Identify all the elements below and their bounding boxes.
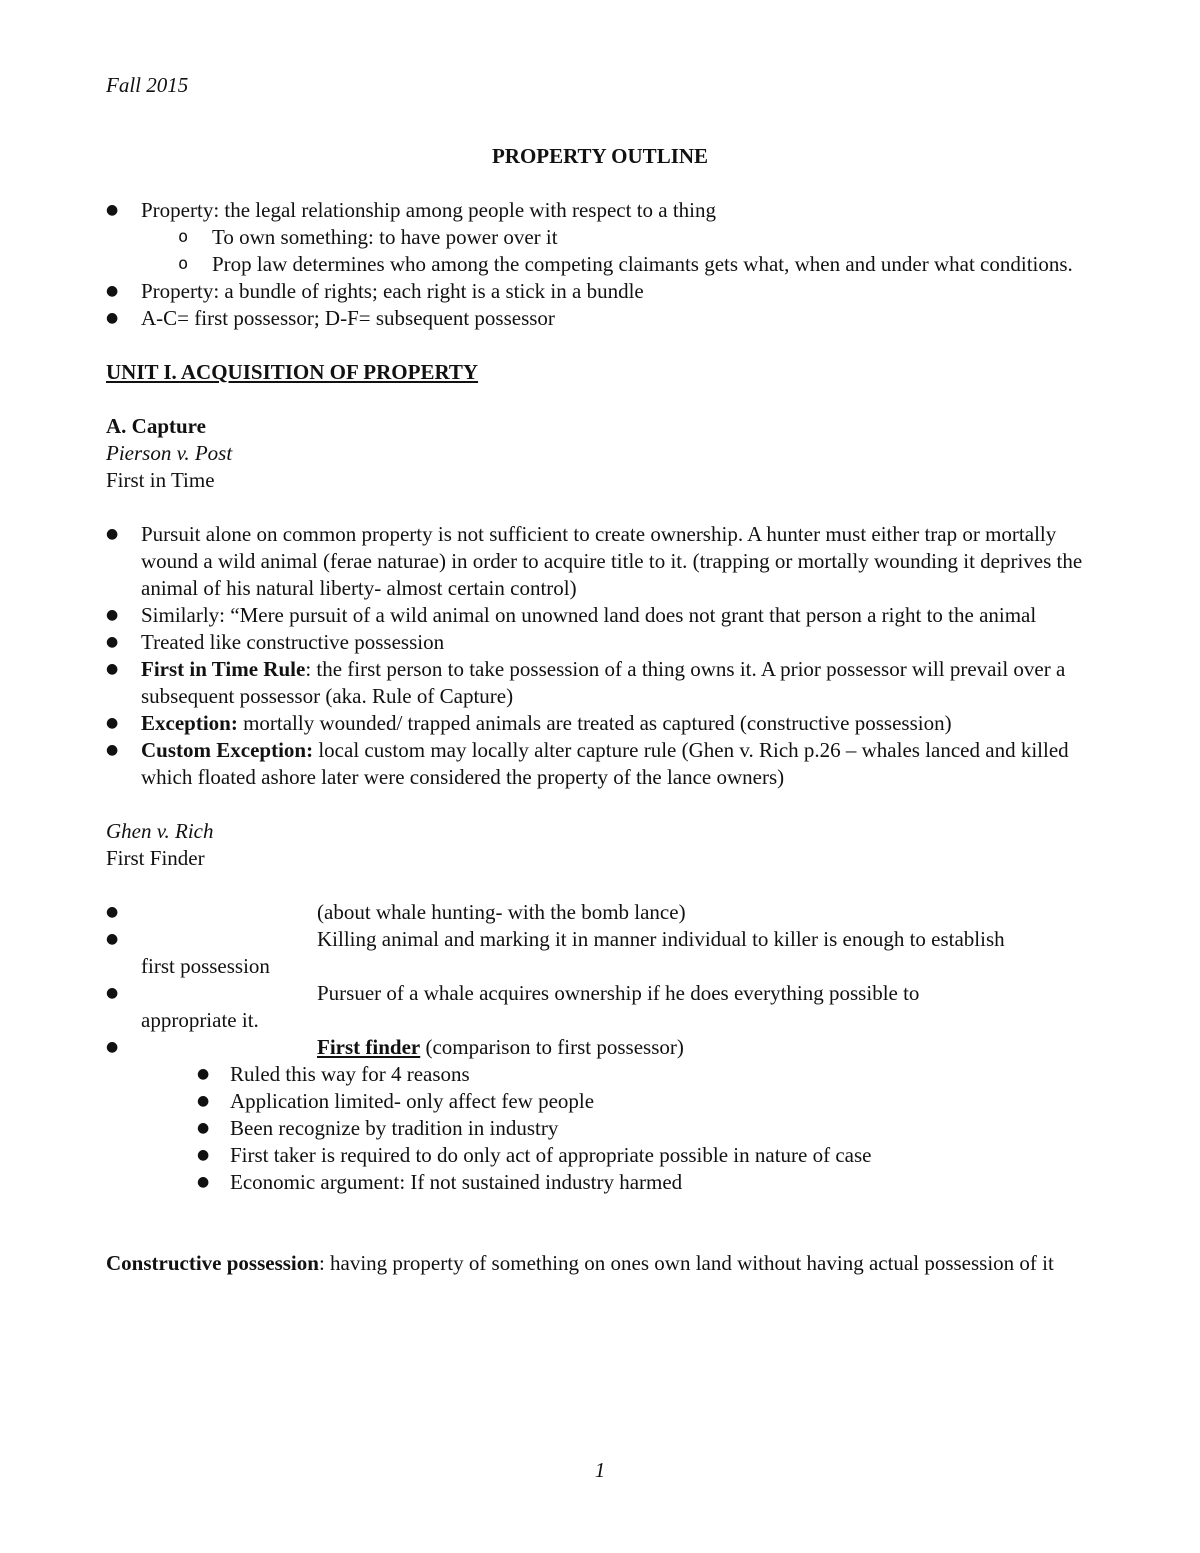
custom-exception-label: Custom Exception:	[141, 738, 314, 762]
capture-point-3: Treated like constructive possession	[141, 630, 445, 654]
list-item	[106, 224, 1096, 251]
bullet-icon: ●	[197, 1174, 210, 1190]
sub-bullet-icon: o	[178, 227, 189, 247]
bullet-icon: ●	[106, 1039, 119, 1055]
bullet-icon: ●	[197, 1066, 210, 1082]
capture-list	[106, 521, 1096, 791]
ghen-list	[106, 899, 1096, 1196]
list-item	[106, 1061, 1096, 1088]
list-item	[106, 1115, 1096, 1142]
constructive-possession-definition	[106, 1250, 1096, 1277]
bullet-icon: ●	[106, 715, 119, 731]
list-item	[106, 1142, 1096, 1169]
bullet-icon: ●	[106, 742, 119, 758]
section-heading-capture: A. Capture	[106, 414, 206, 438]
bullet-icon: ●	[106, 985, 119, 1001]
bullet-icon: ●	[197, 1120, 210, 1136]
reason-2: Application limited- only affect few people	[230, 1089, 595, 1113]
reason-1: Ruled this way for 4 reasons	[230, 1062, 470, 1086]
page-number: 1	[594, 1458, 606, 1482]
bullet-icon: ●	[106, 607, 119, 623]
custom-exception-text: local custom may locally alter capture rule (Ghen v. Rich p.26 – whales lanced and killed which floated ashore later were considered the property of the lance owners)	[141, 738, 1069, 789]
intro-sub-item-2: Prop law determines who among the competing claimants gets what, when and under what conditions.	[212, 252, 1073, 276]
list-item	[106, 629, 1096, 656]
reason-4: First taker is required to do only act of appropriate possible in nature of case	[230, 1143, 872, 1167]
bullet-icon: ●	[197, 1147, 210, 1163]
sub-bullet-icon: o	[178, 254, 189, 274]
bullet-icon: ●	[106, 634, 119, 650]
bullet-icon: ●	[106, 310, 119, 326]
bullet-icon: ●	[197, 1093, 210, 1109]
list-item	[106, 926, 1096, 980]
doctrine-first-finder: First Finder	[106, 846, 205, 870]
case-name-pierson: Pierson v. Post	[106, 441, 233, 465]
intro-item-3: A-C= first possessor; D-F= subsequent possessor	[141, 306, 555, 330]
bullet-icon: ●	[106, 904, 119, 920]
list-item	[106, 1169, 1096, 1196]
bullet-icon: ●	[106, 931, 119, 947]
unit-heading: UNIT I. ACQUISITION OF PROPERTY	[106, 360, 479, 384]
list-item	[106, 197, 1096, 224]
list-item	[106, 980, 1096, 1034]
constructive-possession-label: Constructive possession	[106, 1251, 319, 1275]
list-item	[106, 251, 1096, 278]
ghen-point-2-rest: first possession	[141, 954, 270, 978]
constructive-possession-text: : having property of something on ones own land without having actual possession of it	[318, 1251, 1054, 1275]
list-item	[106, 521, 1096, 602]
ghen-point-2-first: Killing animal and marking it in manner individual to killer is enough to establish	[317, 927, 1005, 951]
list-item	[106, 278, 1096, 305]
intro-sub-item-1: To own something: to have power over it	[212, 225, 558, 249]
first-finder-label: First finder	[317, 1035, 421, 1059]
ghen-point-3-rest: appropriate it.	[141, 1008, 259, 1032]
exception-text: mortally wounded/ trapped animals are treated as captured (constructive possession)	[237, 711, 952, 735]
bullet-icon: ●	[106, 283, 119, 299]
bullet-icon: ●	[106, 202, 119, 218]
intro-item-2: Property: a bundle of rights; each right is a stick in a bundle	[141, 279, 644, 303]
list-item	[106, 1088, 1096, 1115]
reason-5: Economic argument: If not sustained industry harmed	[230, 1170, 683, 1194]
ghen-point-3-first: Pursuer of a whale acquires ownership if he does everything possible to	[317, 981, 920, 1005]
ghen-point-1: (about whale hunting- with the bomb lance)	[317, 900, 686, 924]
intro-list	[106, 197, 1096, 332]
document-body	[106, 197, 1096, 1277]
list-item	[106, 656, 1096, 710]
list-item	[106, 899, 1096, 926]
list-item	[106, 1034, 1096, 1061]
exception-label: Exception:	[141, 711, 238, 735]
list-item	[106, 305, 1096, 332]
list-item	[106, 710, 1096, 737]
list-item	[106, 737, 1096, 791]
case-name-ghen: Ghen v. Rich	[106, 819, 214, 843]
list-item	[106, 602, 1096, 629]
intro-item-1: Property: the legal relationship among people with respect to a thing	[141, 198, 717, 222]
bullet-icon: ●	[106, 526, 119, 542]
capture-point-1: Pursuit alone on common property is not sufficient to create ownership. A hunter must either trap or mortally wound a wild animal (ferae naturae) in order to acquire title to it. (trapping or mortally wounding it deprives the animal of his natural liberty- almost certain control)	[141, 522, 1083, 600]
first-finder-text: (comparison to first possessor)	[420, 1035, 684, 1059]
page-header-term: Fall 2015	[106, 73, 189, 97]
capture-point-2: Similarly: “Mere pursuit of a wild animal on unowned land does not grant that person a right to the animal	[141, 603, 1037, 627]
doctrine-first-in-time: First in Time	[106, 468, 215, 492]
rule-text: : the first person to take possession of a thing owns it. A prior possessor will prevail over a subsequent possessor (aka. Rule of Capture)	[141, 657, 1066, 708]
rule-label: First in Time Rule	[141, 657, 306, 681]
document-title: PROPERTY OUTLINE	[491, 144, 709, 168]
reason-3: Been recognize by tradition in industry	[230, 1116, 559, 1140]
bullet-icon: ●	[106, 661, 119, 677]
